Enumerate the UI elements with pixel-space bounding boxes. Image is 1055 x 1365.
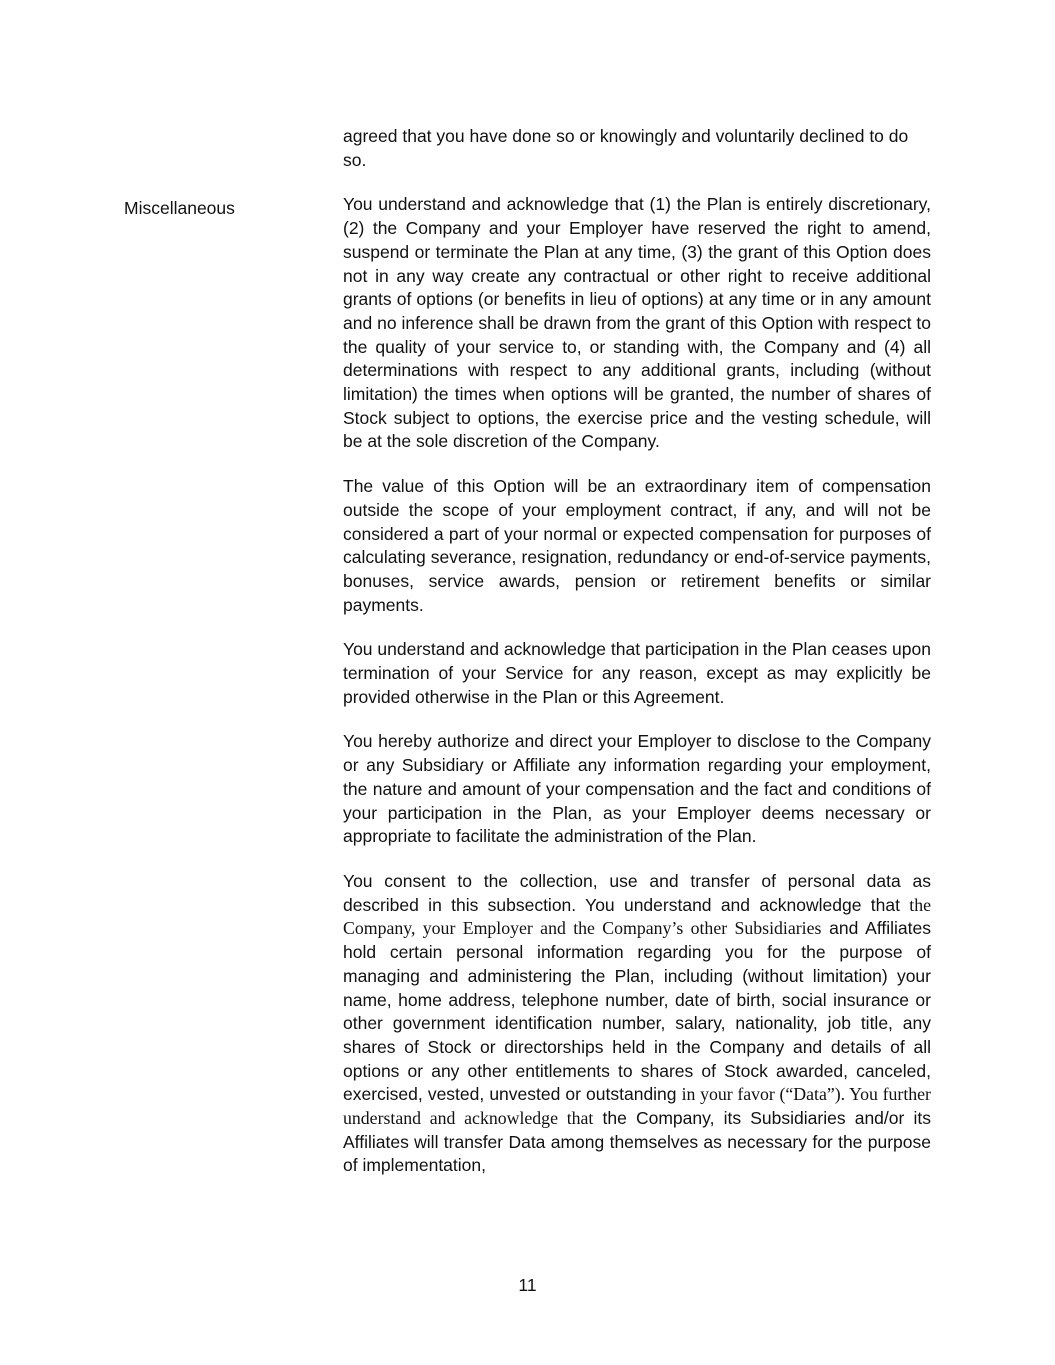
data-consent-text-part1: You consent to the collection, use and transfer of personal data as described in this subsection. You understand and acknowledge that [343, 870, 931, 915]
data-consent-text-part2: the Company, your Employer and the Company’s other Subsidiaries [343, 894, 931, 939]
data-consent-text-part4: in your favor (“Data”). You further understand and acknowledge that [343, 1084, 931, 1129]
body-column [343, 125, 931, 1199]
paragraph-option-value: The value of this Option will be an extraordinary item of compensation outside the scope of your employment contract, if any, and will not be considered a part of your normal or expected compensation for purposes of calculating severance, resignation, redundancy or end-of-service payments, bonuses, service awards, pension or retirement benefits or similar payments. [343, 476, 931, 615]
paragraph-participation-ceases: You understand and acknowledge that participation in the Plan ceases upon termination of your Service for any reason, except as may explicitly be provided otherwise in the Plan or this Agreement. [343, 639, 931, 707]
paragraph-plan-discretionary: You understand and acknowledge that (1) the Plan is entirely discretionary, (2) the Company and your Employer have reserved the right to amend, suspend or terminate the Plan at any time, (3) the grant of this Option does not in any way create any contractual or other right to receive additional grants of options (or benefits in lieu of options) at any time or in any amount and no inference shall be drawn from the grant of this Option with respect to the quality of your service to, or standing with, the Company and (4) all determinations with respect to any additional grants, including (without limitation) the times when options will be granted, the number of shares of Stock subject to options, the exercise price and the vesting schedule, will be at the sole discretion of the Company. [343, 194, 931, 452]
data-consent-text-part3: and Affiliates hold certain personal information regarding you for the purpose of managing and administering the Plan, including (without limitation) your name, home address, telephone number, date of birth, social insurance or other government identification number, salary, nationality, job title, any shares of Stock or directorships held in the Company and details of all options or any other entitlements to shares of Stock awarded, canceled, exercised, vested, unvested or outstanding [343, 918, 931, 1105]
section-heading-miscellaneous: Miscellaneous [124, 198, 235, 218]
paragraph-data-consent [343, 870, 931, 1178]
page-number: 11 [518, 1275, 537, 1295]
data-consent-text-part5: the Company, its Subsidiaries and/or its Affiliates will transfer Data among themselves as necessary for the purpose of implementation, [343, 1108, 931, 1176]
carryover-paragraph: agreed that you have done so or knowingly and voluntarily declined to do so. [343, 126, 909, 170]
paragraph-authorize-disclosure: You hereby authorize and direct your Employer to disclose to the Company or any Subsidiary or Affiliate any information regarding your employment, the nature and amount of your compensation and the fact and conditions of your participation in the Plan, as your Employer deems necessary or appropriate to facilitate the administration of the Plan. [343, 731, 931, 847]
